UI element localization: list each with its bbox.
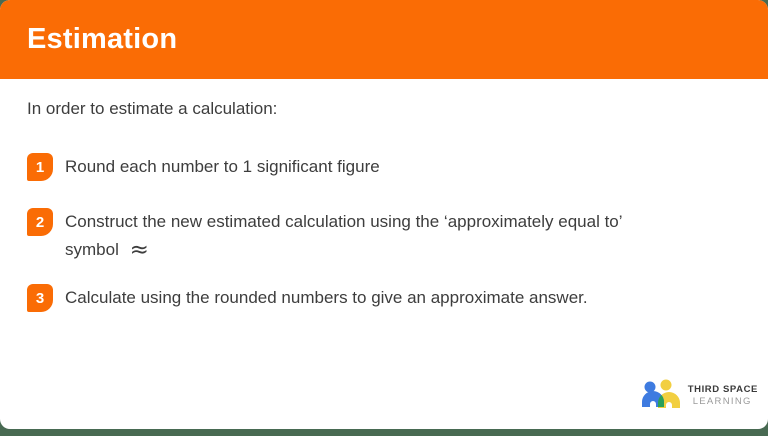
step-number-badge: 2 <box>27 208 53 236</box>
intro-text: In order to estimate a calculation: <box>27 99 278 118</box>
step-text: Construct the new estimated calculation using the ‘approximately equal to’ symbol ≈ <box>65 212 623 263</box>
step-row <box>27 153 738 181</box>
step-text: Calculate using the rounded numbers to give an approximate answer. <box>65 288 588 307</box>
logo-wordmark <box>688 384 758 407</box>
steps-list <box>27 153 738 312</box>
logo-mark-icon <box>641 378 681 412</box>
slide-header <box>0 0 768 79</box>
approx-symbol: ≈ <box>129 237 149 263</box>
step-number-badge: 1 <box>27 153 53 181</box>
step-row <box>27 208 738 264</box>
step-number-badge: 3 <box>27 284 53 312</box>
page-title: Estimation <box>27 23 178 55</box>
logo-line1: THIRD SPACE <box>687 383 758 395</box>
step-text: Round each number to 1 significant figure <box>65 157 380 176</box>
logo-line2: LEARNING <box>692 395 752 407</box>
brand-logo <box>641 378 758 412</box>
step-row <box>27 284 738 312</box>
slide-content <box>0 79 768 312</box>
